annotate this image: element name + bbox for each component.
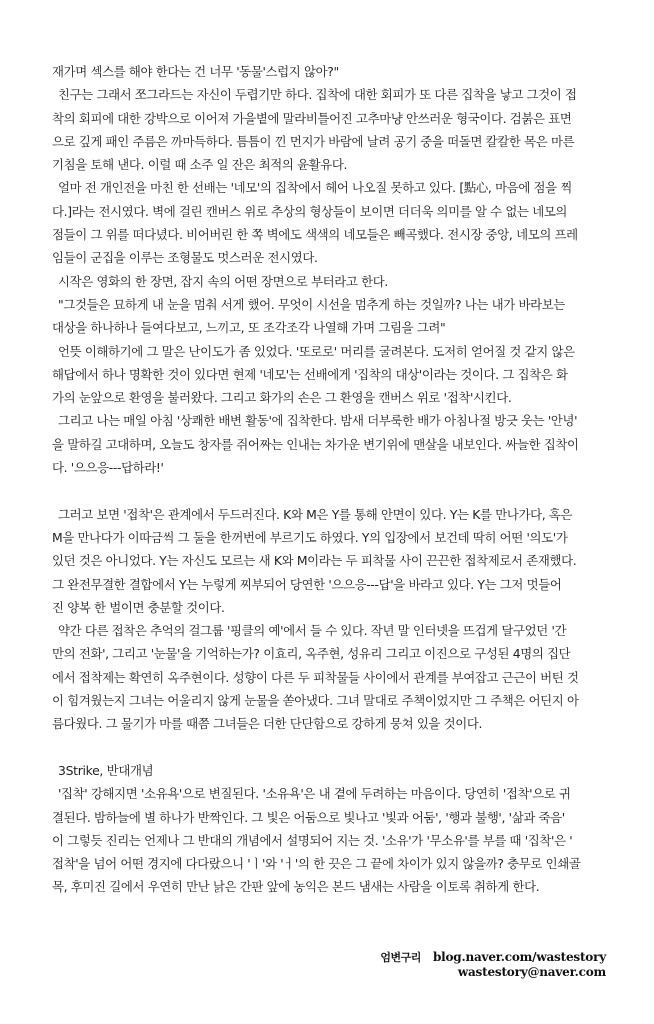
text-line: 그 완전무결한 결합에서 Y는 누렇게 찌부되어 당연한 '으으응---답'을 바라고 있다. Y는 그저 멋들어: [52, 576, 562, 592]
author-name: 엄변구리: [380, 951, 421, 964]
text-line: 진 양복 한 벌이면 충분할 것이다.: [52, 599, 225, 615]
paragraph-start: 그리고 나는 매일 아침 '상쾌한 배변 활동'에 집착한다. 밤새 더부룩한 배가 아침나절 방긋 웃는 '안녕': [58, 413, 578, 429]
text-line: 착의 회피에 대한 강박으로 이어져 가을볕에 말라비틀어진 고추마냥 안쓰러운 형국이다. 검붉은 표면: [52, 110, 572, 126]
text-line: 있던 것은 아니었다. Y는 자신도 모르는 새 K와 M이라는 두 피착물 사이 끈끈한 접착제로서 존재했다.: [52, 553, 577, 569]
text-line: 목, 후미진 길에서 우연히 만난 낡은 간판 앞에 농익은 본드 냄새는 사람을 이토록 취하게 한다.: [52, 879, 540, 895]
author-credit: [380, 950, 606, 980]
text-line: 재가며 섹스를 해야 한다는 건 너무 '동물'스럽지 않아?": [52, 64, 339, 79]
text-line: 름다웠다. 그 물기가 마를 때쯤 그녀들은 더한 단단함으로 강하게 뭉쳐 있을 것이다.: [52, 716, 483, 732]
blog-url: blog.naver.com/wastestory: [432, 950, 606, 964]
paragraph-start: 얼마 전 개인전을 마친 한 선배는 '네모'의 집착에서 헤어 나오질 못하고 있다. [點心, 마음에 점을 찍: [58, 180, 572, 196]
text-line: 임들이 군집을 이루는 조형물도 멋스러운 전시였다.: [52, 250, 318, 266]
text-line: 점들이 그 위를 떠다녔다. 비어버린 한 쪽 벽에도 색색의 네모들은 빼곡했다. 전시장 중앙, 네모의 프레: [52, 227, 578, 243]
paragraph-start: 언뜻 이해하기에 그 말은 난이도가 좀 있었다. '또로로' 머리를 굴려본다. 도저히 얻어질 것 같지 않은: [58, 343, 575, 359]
text-line: 으로 깊게 패인 주름은 까마득하다. 틈틈이 낀 먼지가 바람에 날려 공기 중을 떠돌면 칼칼한 목은 마른: [52, 133, 575, 149]
text-line: 다.]라는 전시였다. 벽에 걸린 캔버스 위로 추상의 형상들이 보이면 더더욱 의미를 알 수 없는 네모의: [52, 203, 568, 219]
section-2: [52, 503, 612, 736]
quote-line: "그것들은 묘하게 내 눈을 멈춰 서게 했어. 무엇이 시선을 멈추게 하는 것일까? 나는 내가 바라보는: [58, 296, 565, 312]
text-line: 해답에서 하나 명확한 것이 있다면 현제 '네모'는 선배에게 '집착의 대상'이라는 것이다. 그 집착은 화: [52, 366, 568, 382]
text-line: 에서 접착제는 확연히 옥주현이다. 성향이 다른 두 피착물들 사이에서 관계를 부여잡고 근근이 버틴 것: [52, 669, 579, 685]
quote-line: 대상을 하나하나 들여다보고, 느끼고, 또 조각조각 나열해 가며 그림을 그려": [52, 320, 446, 336]
document-body: [52, 60, 612, 899]
paragraph-start: 시작은 영화의 한 장면, 잡지 속의 어떤 장면으로 부터라고 한다.: [58, 273, 388, 289]
author-email: wastestory@naver.com: [457, 965, 606, 979]
paragraph-start: 친구는 그래서 쪼그라드는 자신이 두렵기만 하다. 집착에 대한 회피가 또 다른 집착을 낳고 그것이 접: [58, 87, 577, 103]
section-1: [52, 60, 612, 479]
paragraph-start: 그러고 보면 '접착'은 관계에서 두드러진다. K와 M은 Y를 통해 안면이 있다. Y는 K를 만나가다, 혹은: [58, 506, 573, 522]
text-line: 기침을 토해 낸다. 이럴 때 소주 일 잔은 최적의 윤활유다.: [52, 157, 348, 173]
paragraph-start: 약간 다른 접착은 추억의 걸그룹 '핑클의 예'에서 들 수 있다. 작년 말 인터넷을 뜨겁게 달구었던 '간: [58, 623, 567, 639]
text-line: 이 그렇듯 진리는 언제나 그 반대의 개념에서 설명되어 지는 것. '소유'가 '무소유'를 부를 때 '집착'은 ': [52, 832, 573, 848]
section-3: [52, 759, 612, 899]
paragraph-gap: [52, 736, 612, 759]
paragraph-start: '집착' 강해지면 '소유욕'으로 변질된다. '소유욕'은 내 곁에 두려하는 마음이다. 당연히 '접착'으로 귀: [58, 786, 571, 802]
text-line: 결된다. 밤하늘에 별 하나가 반짝인다. 그 빛은 어둠으로 빛나고 '빛과 어둠', '행과 불행', '삶과 죽음': [52, 809, 565, 825]
text-line: 가의 눈앞으로 환영을 불러왔다. 그리고 화가의 손은 그 환영을 캔버스 위로 '접착'시킨다.: [52, 390, 512, 406]
text-line: 을 말하길 고대하며, 오늘도 창자를 쥐어짜는 인내는 차가운 변기위에 맨살을 내보인다. 싸늘한 집착이: [52, 436, 579, 452]
text-line: 만의 전화', 그리고 '눈물'을 기억하는가? 이효리, 옥주현, 성유리 그리고 이진으로 구성된 4명의 집단: [52, 646, 571, 662]
text-line: 다. '으으응---답하라!': [52, 460, 164, 476]
section-heading: 3Strike, 반대개념: [58, 762, 154, 778]
text-line: 이 힘겨웠는지 그녀는 어울리지 않게 눈물을 쏟아냈다. 그녀 말대로 주책이었지만 그 주책은 어딘지 아: [52, 693, 579, 709]
text-line: M을 만나다가 이따금씩 그 둘을 한꺼번에 부르기도 하였다. Y의 입장에서 보건데 딱히 어떤 '의도'가: [52, 529, 568, 545]
paragraph-gap: [52, 479, 612, 502]
text-line: 접착'을 넘어 어떤 경지에 다다랐으니 'ㅣ'와 'ㅓ'의 한 끗은 그 끝에 차이가 있지 않을까? 충무로 인쇄골: [52, 856, 581, 872]
credit-line-1: [380, 950, 606, 965]
